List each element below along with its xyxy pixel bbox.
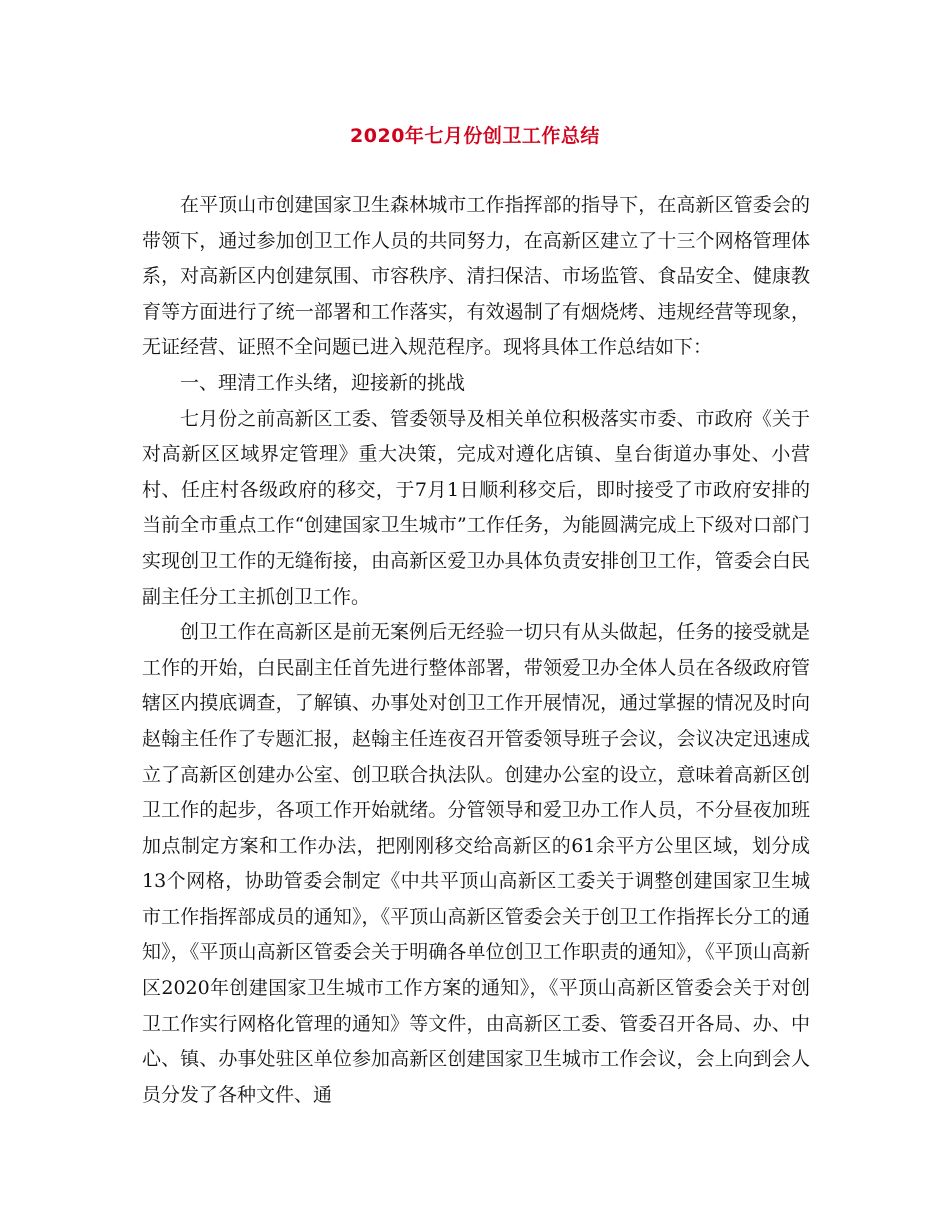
- paragraph-background: 七月份之前高新区工委、管委领导及相关单位积极落实市委、市政府《关于对高新区区域界定管理》重大决策，完成对遵化店镇、皇台街道办事处、小营村、任庄村各级政府的移交，于7月1日顺利移交后，即时接受了市政府安排的当前全市重点工作“创建国家卫生城市”工作任务，为能圆满完成上下级对口部门实现创卫工作的无缝衔接，由高新区爱卫办具体负责安排创卫工作，管委会白民副主任分工主抓创卫工作。: [142, 407, 810, 608]
- paragraph-work-start: 创卫工作在高新区是前无案例后无经验一切只有从头做起，任务的接受就是工作的开始，白民副主任首先进行整体部署，带领爱卫办全体人员在各级政府管辖区内摸底调查，了解镇、办事处对创卫工作开展情况，通过掌握的情况及时向赵翰主任作了专题汇报，赵翰主任连夜召开管委领导班子会议，会议决定迅速成立了高新区创建办公室、创卫联合执法队。创建办公室的设立，意味着高新区创卫工作的起步，各项工作开始就绪。分管领导和爱卫办工作人员，不分昼夜加班加点制定方案和工作办法，把刚刚移交给高新区的61余平方公里区域，划分成13个网格，协助管委会制定《中共平顶山高新区工委关于调整创建国家卫生城市工作指挥部成员的通知》，《平顶山高新区管委会关于创卫工作指挥长分工的通知》，《平顶山高新区管委会关于明确各单位创卫工作职责的通知》，《平顶山高新区2020年创建国家卫生城市工作方案的通知》，《平顶山高新区管委会关于对创卫工作实行网格化管理的通知》等文件，由高新区工委、管委召开各局、办、中心、镇、办事处驻区单位参加高新区创建国家卫生城市工作会议，会上向到会人员分发了各种文件、通: [142, 621, 810, 1106]
- paragraph-intro: 在平顶山市创建国家卫生森林城市工作指挥部的指导下，在高新区管委会的带领下，通过参加创卫工作人员的共同努力，在高新区建立了十三个网格管理体系，对高新区内创建氛围、市容秩序、清扫保洁、市场监管、食品安全、健康教育等方面进行了统一部署和工作落实，有效遏制了有烟烧烤、违规经营等现象，无证经营、证照不全问题已进入规范程序。现将具体工作总结如下：: [142, 194, 810, 359]
- section-heading-1: 一、理清工作头绪，迎接新的挑战: [180, 371, 466, 394]
- document-body: [142, 188, 810, 1113]
- document-title: 2020年七月份创卫工作总结: [350, 125, 600, 147]
